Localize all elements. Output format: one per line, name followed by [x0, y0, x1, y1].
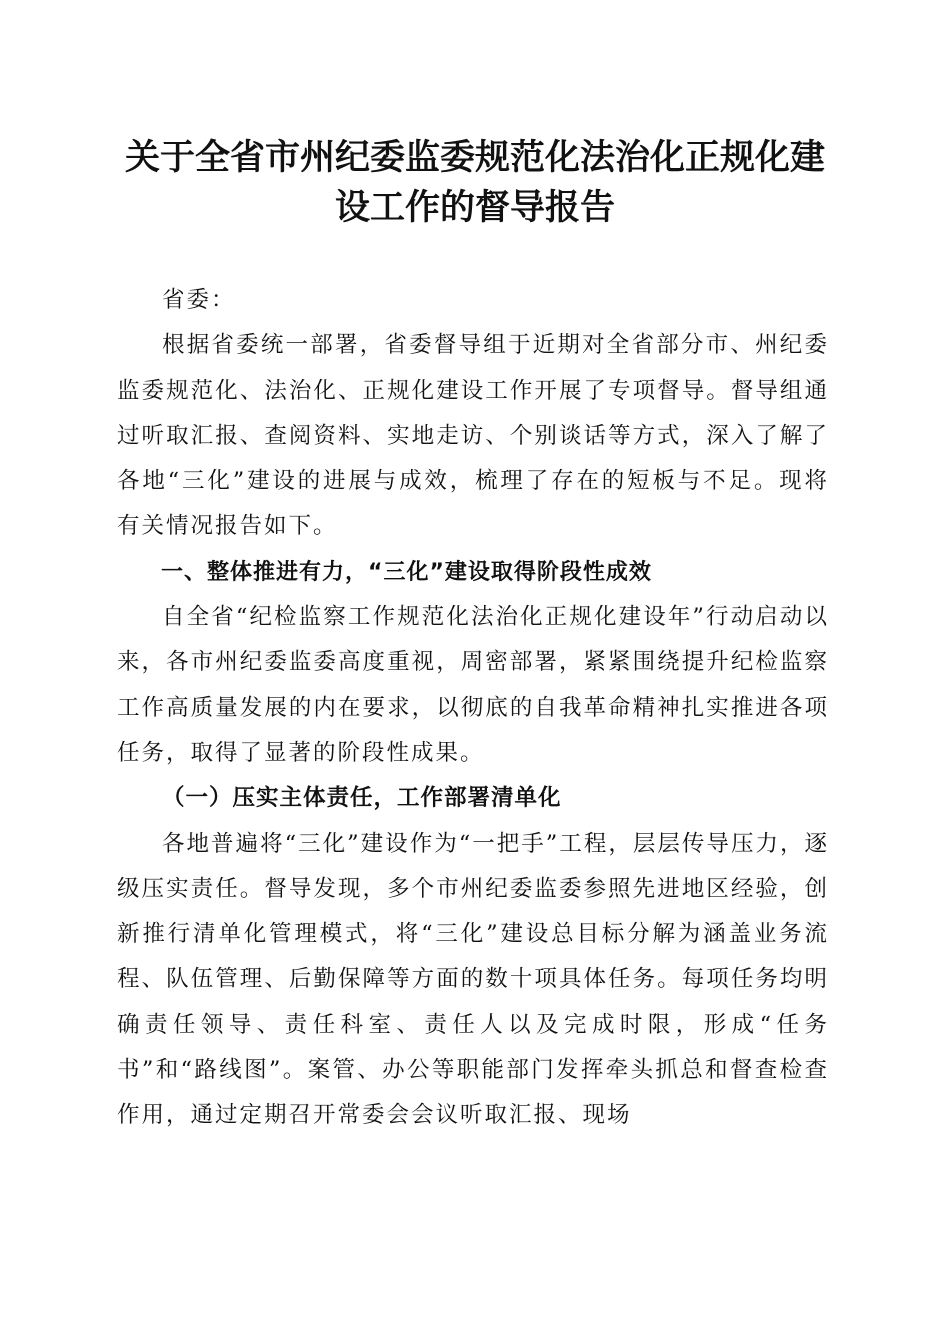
section-1-heading: 一、整体推进有力，“三化”建设取得阶段性成效: [161, 559, 652, 585]
section-1-paragraph: 自全省“纪检监察工作规范化法治化正规化建设年”行动启动以来，各市州纪委监委高度重视，周密部署，紧紧围绕提升纪检监察工作高质量发展的内在要求，以彻底的自我革命精神扎实推进各项任务，取得了显著的阶段性成果。: [117, 604, 829, 766]
subsection-1-heading: （一）压实主体责任，工作部署清单化: [162, 785, 562, 812]
document-title: [100, 133, 850, 233]
salutation: 省委：: [162, 287, 236, 313]
document-body: [117, 278, 829, 1139]
title-line-1: 关于全省市州纪委监委规范化法治化正规化建: [124, 137, 825, 178]
intro-paragraph: 根据省委统一部署，省委督导组于近期对全省部分市、州纪委监委规范化、法治化、正规化建设工作开展了专项督导。督导组通过听取汇报、查阅资料、实地走访、个别谈话等方式，深入了解了各地“三化”建设的进展与成效，梳理了存在的短板与不足。现将有关情况报告如下。: [117, 332, 829, 540]
subsection-1-paragraph: 各地普遍将“三化”建设作为“一把手”工程，层层传导压力，逐级压实责任。督导发现，多个市州纪委监委参照先进地区经验，创新推行清单化管理模式，将“三化”建设总目标分解为涵盖业务流程、队伍管理、后勤保障等方面的数十项具体任务。每项任务均明确责任领导、责任科室、责任人以及完成时限，形成“任务书”和“路线图”。案管、办公等职能部门发挥牵头抓总和督查检查作用，通过定期召开常委会会议听取汇报、现场: [117, 830, 829, 1129]
title-line-2: 设工作的督导报告: [334, 187, 615, 228]
